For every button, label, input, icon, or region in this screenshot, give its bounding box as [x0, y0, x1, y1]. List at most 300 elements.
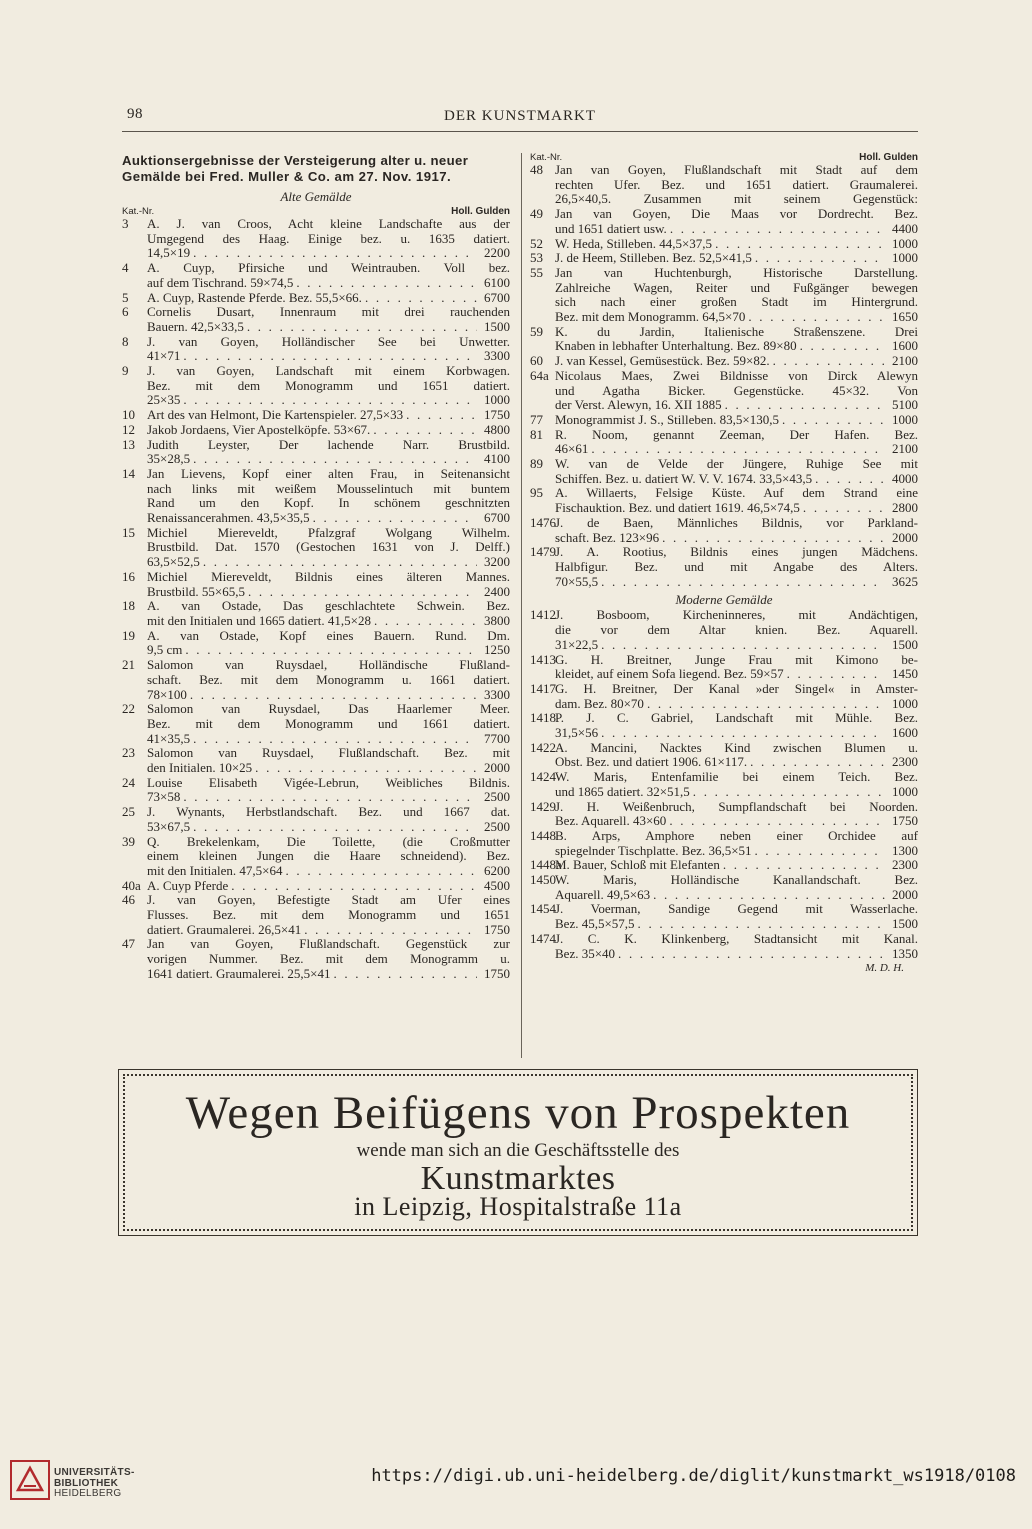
dot-leader	[773, 354, 885, 369]
entry-line: 78×100	[147, 686, 187, 702]
catalog-entry	[122, 291, 510, 306]
entry-line: Salomon van Ruysdael, Das Haarlemer Meer.	[147, 702, 510, 717]
entry-price-line	[147, 291, 510, 306]
entry-price-line	[147, 393, 510, 408]
entry-price-line	[555, 697, 918, 712]
entry-line: A. Mancini, Nacktes Kind zwischen Blumen u.	[555, 740, 918, 755]
logo-line-2: BIBLIOTHEK	[54, 1477, 119, 1489]
dot-leader	[601, 638, 885, 653]
entry-line: J. Voerman, Sandige Gegend mit Wasserlache.	[555, 902, 918, 917]
dot-leader	[653, 888, 885, 903]
entry-line: 46×61	[555, 441, 589, 457]
catalog-number: 1450	[530, 872, 556, 888]
dot-leader	[725, 398, 885, 413]
entry-text	[555, 932, 918, 961]
entry-price-line	[147, 511, 510, 526]
catalog-number: 23	[122, 745, 135, 761]
advertisement-box	[118, 1069, 918, 1236]
entry-text	[555, 608, 918, 652]
entry-line: Halbfigur. Bez. und mit Angabe des Alters.	[555, 559, 918, 574]
price: 6100	[484, 274, 510, 290]
entry-price-line	[555, 413, 918, 428]
catalog-entry	[530, 800, 918, 829]
entry-price-line	[147, 423, 510, 438]
catalog-number: 60	[530, 353, 543, 369]
price: 2800	[892, 500, 918, 516]
price: 2000	[484, 760, 510, 776]
entry-price-line	[555, 398, 918, 413]
dot-leader	[601, 726, 885, 741]
catalog-number: 40a	[122, 877, 141, 893]
catalog-entry	[122, 305, 510, 334]
catalog-number: 24	[122, 774, 135, 790]
entry-text	[555, 354, 918, 369]
dot-leader	[723, 858, 885, 873]
entry-price-line	[555, 726, 918, 741]
catalog-entry	[122, 629, 510, 658]
entry-text	[147, 261, 510, 290]
entry-price-line	[147, 246, 510, 261]
right-column	[530, 153, 918, 974]
entry-text	[147, 291, 510, 306]
entry-line: 41×71	[147, 348, 181, 364]
entry-line: Brustbild. 55×65,5	[147, 583, 245, 599]
entry-text	[555, 266, 918, 325]
entry-line: Jan van Goyen, Die Maas vor Dordrecht. Bez.	[555, 207, 918, 222]
entry-line: Bez. 35×40	[555, 945, 616, 961]
price: 3300	[484, 348, 510, 364]
entry-line: Rand um den Kopf. In schönem geschnitzten	[147, 496, 510, 511]
entry-price-line	[147, 790, 510, 805]
entry-price-line	[555, 755, 918, 770]
column-header	[122, 205, 510, 217]
entry-text	[147, 776, 510, 805]
price: 2300	[892, 754, 918, 770]
dot-leader	[365, 291, 477, 306]
price: 1000	[892, 235, 918, 251]
dot-leader	[231, 879, 477, 894]
catalog-entry	[530, 770, 918, 799]
logo-line-3: HEIDELBERG	[54, 1488, 122, 1499]
entry-line: W. van de Velde der Jüngere, Ruhige See mit	[555, 457, 918, 472]
entry-line: einem kleinen Jungen die Haare schneidend). Bez.	[147, 849, 510, 864]
section-title-line-2: Gemälde bei Fred. Muller & Co. am 27. Nov. 1917.	[122, 169, 452, 184]
entry-line: 31,5×56	[555, 725, 599, 741]
col-price: Holl. Gulden	[859, 152, 918, 163]
dot-leader	[190, 688, 477, 703]
entry-line: Bauern. 42,5×33,5	[147, 318, 244, 334]
entry-text	[147, 570, 510, 599]
entry-price-line	[555, 442, 918, 457]
header-rule	[122, 131, 918, 132]
catalog-entry	[122, 746, 510, 775]
entry-line: A. Cuyp, Pfirsiche und Weintrauben. Voll bez.	[147, 261, 510, 276]
entry-price-line	[147, 276, 510, 291]
right-entry-list-modern	[530, 608, 918, 961]
catalog-entry	[122, 423, 510, 438]
entry-line: Fischauktion. Bez. und datiert 1619. 46,5×74,5	[555, 500, 800, 516]
dot-leader	[193, 246, 477, 261]
catalog-number: 1422	[530, 739, 556, 755]
entry-line: J. de Baen, Männliches Bildnis, vor Parkland-	[555, 515, 918, 530]
price: 1000	[892, 783, 918, 799]
section-title-line-1: Auktionsergebnisse der Versteigerung alter u. neuer	[122, 153, 469, 168]
price: 2500	[484, 818, 510, 834]
catalog-entry	[122, 893, 510, 937]
library-logo[interactable]	[10, 1460, 160, 1500]
entry-price-line	[147, 614, 510, 629]
dot-leader	[755, 251, 885, 266]
catalog-number: 19	[122, 627, 135, 643]
entry-price-line	[147, 349, 510, 364]
price: 1500	[892, 636, 918, 652]
entry-line: sich nach einer großen Stadt im Hintergrund.	[555, 295, 918, 310]
price: 1500	[892, 916, 918, 932]
catalog-entry	[122, 408, 510, 423]
catalog-entry	[530, 354, 918, 369]
entry-text	[555, 457, 918, 486]
entry-price-line	[147, 732, 510, 747]
catalog-number: 1413	[530, 651, 556, 667]
entry-line: J. H. Weißenbruch, Sumpflandschaft bei Noorden.	[555, 799, 918, 814]
subhead-moderne-gemaelde: Moderne Gemälde	[675, 592, 773, 608]
entry-line: A. Cuyp Pferde	[147, 877, 229, 893]
entry-line: J. van Goyen, Holländischer See bei Unwetter.	[147, 334, 510, 349]
catalog-entry	[530, 516, 918, 545]
entry-line: G. H. Breitner, Junge Frau mit Kimono be-	[555, 652, 918, 667]
entry-price-line	[147, 452, 510, 467]
entry-text	[147, 658, 510, 702]
entry-price-line	[147, 408, 510, 423]
entry-line: 35×28,5	[147, 451, 191, 467]
entry-line: und 1865 datiert. 32×51,5	[555, 783, 690, 799]
left-column	[122, 153, 510, 982]
entry-price-line	[555, 917, 918, 932]
catalog-entry	[122, 438, 510, 467]
entry-price-line	[555, 785, 918, 800]
catalog-number: 1448	[530, 827, 556, 843]
catalog-entry	[530, 858, 918, 873]
entry-line: rechten Ufer. Bez. und 1651 datiert. Graumalerei.	[555, 177, 918, 192]
entry-text	[555, 873, 918, 902]
price: 3625	[892, 573, 918, 589]
entry-line: 25×35	[147, 392, 181, 408]
catalog-number: 48	[530, 162, 543, 177]
dot-leader	[185, 643, 477, 658]
catalog-number: 1479	[530, 544, 556, 560]
catalog-entry	[122, 835, 510, 879]
price: 1250	[484, 642, 510, 658]
entry-line: die vor dem Altar knien. Bez. Aquarell.	[555, 623, 918, 638]
catalog-entry	[530, 325, 918, 354]
catalog-entry	[122, 570, 510, 599]
catalog-number: 21	[122, 657, 135, 673]
library-name	[54, 1468, 135, 1500]
entry-line: J. C. K. Klinkenberg, Stadtansicht mit Kanal.	[555, 931, 918, 946]
catalog-number: 1429	[530, 798, 556, 814]
entry-price-line	[555, 638, 918, 653]
col-catalog-number: Kat.-Nr.	[122, 206, 155, 217]
entry-text	[147, 805, 510, 834]
catalog-entry	[122, 702, 510, 746]
entry-text	[147, 702, 510, 746]
entry-line: Louise Elisabeth Vigée-Lebrun, Weibliches Bildnis.	[147, 775, 510, 790]
price: 4800	[484, 421, 510, 437]
entry-line: und 1651 datiert usw.	[555, 220, 667, 236]
catalog-number: 18	[122, 598, 135, 614]
price: 1600	[892, 338, 918, 354]
price: 6700	[484, 510, 510, 526]
entry-text	[555, 682, 918, 711]
price: 4000	[892, 470, 918, 486]
catalog-number: 1476	[530, 514, 556, 530]
catalog-number: 1424	[530, 769, 556, 785]
entry-line: Bez. Aquarell. 43×60	[555, 813, 667, 829]
price: 1600	[892, 725, 918, 741]
catalog-entry	[530, 457, 918, 486]
catalog-entry	[122, 805, 510, 834]
entry-line: Cornelis Dusart, Innenraum mit drei rauchenden	[147, 305, 510, 320]
entry-line: den Initialen. 10×25	[147, 760, 253, 776]
entry-price-line	[147, 864, 510, 879]
entry-price-line	[147, 879, 510, 894]
catalog-number: 81	[530, 426, 543, 442]
dot-leader	[669, 814, 885, 829]
entry-line: der Verst. Alewyn, 16. XII 1885	[555, 397, 722, 413]
entry-text	[147, 893, 510, 937]
entry-price-line	[555, 251, 918, 266]
dot-leader	[715, 237, 885, 252]
entry-line: 63,5×52,5	[147, 554, 200, 570]
catalog-entry	[122, 335, 510, 364]
entry-line: Monogrammist J. S., Stilleben. 83,5×130,5	[555, 411, 780, 427]
column-header	[530, 153, 918, 163]
catalog-entry	[530, 486, 918, 515]
entry-line: J. de Heem, Stilleben. Bez. 52,5×41,5	[555, 250, 752, 266]
entry-text	[555, 237, 918, 252]
entry-line: Schiffen. Bez. u. datiert W. V. V. 1674. 33,5×43,5	[555, 470, 813, 486]
entry-text	[147, 438, 510, 467]
price: 1450	[892, 666, 918, 682]
entry-line: Michiel Miereveldt, Bildnis eines älteren Mannes.	[147, 569, 510, 584]
price: 1750	[484, 921, 510, 937]
entry-line: M. Bauer, Schloß mit Elefanten	[555, 857, 720, 873]
dot-leader	[803, 501, 885, 516]
entry-line: Knaben in lebhafter Unterhaltung. Bez. 89×80	[555, 338, 797, 354]
catalog-number: 49	[530, 206, 543, 222]
dot-leader	[693, 785, 885, 800]
entry-line: datiert. Graumalerei. 26,5×41	[147, 921, 302, 937]
price: 1650	[892, 309, 918, 325]
dot-leader	[782, 413, 885, 428]
price: 4400	[892, 220, 918, 236]
entry-price-line	[147, 643, 510, 658]
catalog-entry	[530, 741, 918, 770]
price: 3200	[484, 554, 510, 570]
catalog-entry	[122, 467, 510, 526]
catalog-number: 77	[530, 411, 543, 427]
entry-text	[555, 516, 918, 545]
entry-price-line	[147, 820, 510, 835]
entry-price-line	[555, 814, 918, 829]
col-catalog-number: Kat.-Nr.	[530, 152, 563, 163]
entry-text	[147, 629, 510, 658]
entry-line: A. Willaerts, Felsige Küste. Auf dem Strand eine	[555, 486, 918, 501]
entry-line: 31×22,5	[555, 636, 599, 652]
entry-text	[555, 207, 918, 236]
entry-line: schaft. Bez. mit dem Monogramm u. 1661 datiert.	[147, 672, 510, 687]
catalog-number: 1412	[530, 607, 556, 623]
catalog-number: 25	[122, 804, 135, 820]
price: 4500	[484, 877, 510, 893]
logo-line-1: UNIVERSITÄTS-	[54, 1467, 135, 1478]
dot-leader	[748, 310, 885, 325]
entry-line: 26,5×40,5. Zusammen mit seinem Gegenstück:	[555, 192, 918, 207]
catalog-number: 3	[122, 216, 129, 231]
entry-line: Flusses. Bez. mit dem Monogramm und 1651	[147, 908, 510, 923]
dot-leader	[255, 761, 477, 776]
entry-line: Michiel Miereveldt, Pfalzgraf Wolgang Wilhelm.	[147, 525, 510, 540]
entry-price-line	[555, 888, 918, 903]
left-entry-list	[122, 217, 510, 982]
entry-line: R. Noom, genannt Zeeman, Der Hafen. Bez.	[555, 427, 918, 442]
entry-line: Jan van Goyen, Flußlandschaft. Gegenstück zur	[147, 937, 510, 952]
catalog-entry	[530, 653, 918, 682]
price: 2200	[484, 245, 510, 261]
catalog-entry	[530, 932, 918, 961]
entry-line: A. Cuyp, Rastende Pferde. Bez. 55,5×66.	[147, 289, 362, 305]
dot-leader	[406, 408, 477, 423]
dot-leader	[193, 452, 477, 467]
entry-line: mit den Initialen. 47,5×64	[147, 862, 283, 878]
price: 1350	[892, 945, 918, 961]
dot-leader	[183, 790, 477, 805]
entry-line: auf dem Tischrand. 59×74,5	[147, 274, 294, 290]
dot-leader	[183, 393, 477, 408]
dot-leader	[373, 423, 477, 438]
entry-text	[147, 335, 510, 364]
entry-price-line	[147, 585, 510, 600]
price: 6200	[484, 862, 510, 878]
entry-text	[555, 428, 918, 457]
entry-line: Zahlreiche Wagen, Reiter und Fußgänger bewegen	[555, 280, 918, 295]
price: 2300	[892, 857, 918, 873]
column-divider	[521, 153, 522, 1058]
entry-line: Bez. 45,5×57,5	[555, 916, 635, 932]
catalog-number: 89	[530, 456, 543, 472]
entry-text	[147, 746, 510, 775]
entry-price-line	[147, 688, 510, 703]
entry-line: Jakob Jordaens, Vier Apostelköpfe. 53×67.	[147, 421, 371, 437]
entry-line: J. van Goyen, Landschaft mit einem Korbwagen.	[147, 364, 510, 379]
entry-line: J. van Goyen, Befestigte Stadt am Ufer eines	[147, 893, 510, 908]
catalog-number: 95	[530, 485, 543, 501]
entry-price-line	[555, 237, 918, 252]
catalog-number: 1454	[530, 901, 556, 917]
entry-text	[147, 937, 510, 981]
dot-leader	[304, 923, 477, 938]
catalog-number: 15	[122, 524, 135, 540]
price: 2400	[484, 583, 510, 599]
price: 7700	[484, 730, 510, 746]
entry-text	[555, 653, 918, 682]
catalog-number: 13	[122, 436, 135, 452]
catalog-number: 22	[122, 701, 135, 717]
subhead-alte-gemaelde: Alte Gemälde	[280, 189, 352, 204]
catalog-number: 47	[122, 936, 135, 952]
entry-line: 14,5×19	[147, 245, 191, 261]
entry-text	[555, 486, 918, 515]
entry-text	[147, 305, 510, 334]
library-seal-icon	[10, 1460, 50, 1500]
entry-line: P. J. C. Gabriel, Landschaft mit Mühle. Bez.	[555, 711, 918, 726]
price: 1500	[484, 318, 510, 334]
entry-text	[555, 369, 918, 413]
catalog-entry	[530, 163, 918, 207]
catalog-entry	[530, 428, 918, 457]
entry-line: Obst. Bez. und datiert 1906. 61×117.	[555, 754, 748, 770]
catalog-number: 14	[122, 465, 135, 481]
entry-line: G. H. Breitner, Der Kanal »der Singel« in Amster-	[555, 681, 918, 696]
catalog-number: 1418	[530, 710, 556, 726]
price: 2000	[892, 886, 918, 902]
entry-line: Bez. mit dem Monogramm und 1651 datiert.	[147, 378, 510, 393]
catalog-entry	[122, 217, 510, 261]
page-number: 98	[127, 106, 143, 122]
entry-price-line	[555, 472, 918, 487]
entry-price-line	[555, 667, 918, 682]
entry-price-line	[555, 339, 918, 354]
dot-leader	[647, 697, 885, 712]
price: 1750	[484, 407, 510, 423]
entry-line: J. A. Rootius, Bildnis eines jungen Mädchens.	[555, 545, 918, 560]
catalog-entry	[530, 251, 918, 266]
catalog-number: 46	[122, 892, 135, 908]
catalog-entry	[122, 599, 510, 628]
entry-text	[555, 163, 918, 207]
dot-leader	[638, 917, 885, 932]
entry-line: Q. Brekelenkam, Die Toilette, (die Croßmutter	[147, 834, 510, 849]
catalog-number: 4	[122, 260, 129, 276]
ad-subline: wende man sich an die Geschäftsstelle des	[356, 1140, 680, 1161]
catalog-entry	[530, 829, 918, 858]
source-url[interactable]: https://digi.ub.uni-heidelberg.de/diglit/kunstmarkt_ws1918/0108	[371, 1466, 1016, 1486]
entry-line: mit den Initialen und 1665 datiert. 41,5×28	[147, 612, 371, 628]
entry-price-line	[555, 858, 918, 873]
dot-leader	[286, 864, 477, 879]
catalog-number: 12	[122, 421, 135, 437]
catalog-entry	[122, 261, 510, 290]
dot-leader	[800, 339, 885, 354]
entry-text	[555, 741, 918, 770]
section-title	[122, 153, 510, 185]
price: 2100	[892, 441, 918, 457]
catalog-number: 5	[122, 289, 129, 305]
price: 6700	[484, 289, 510, 305]
dot-leader	[750, 755, 885, 770]
catalog-number: 16	[122, 568, 135, 584]
dot-leader	[591, 442, 885, 457]
entry-line: dam. Bez. 80×70	[555, 695, 644, 711]
dot-leader	[193, 820, 477, 835]
entry-price-line	[147, 761, 510, 776]
dot-leader	[815, 472, 885, 487]
price: 2000	[892, 529, 918, 545]
entry-price-line	[555, 844, 918, 859]
entry-line: J. Bosboom, Kircheninneres, mit Andächtigen,	[555, 608, 918, 623]
entry-price-line	[555, 947, 918, 962]
catalog-number: 53	[530, 250, 543, 266]
